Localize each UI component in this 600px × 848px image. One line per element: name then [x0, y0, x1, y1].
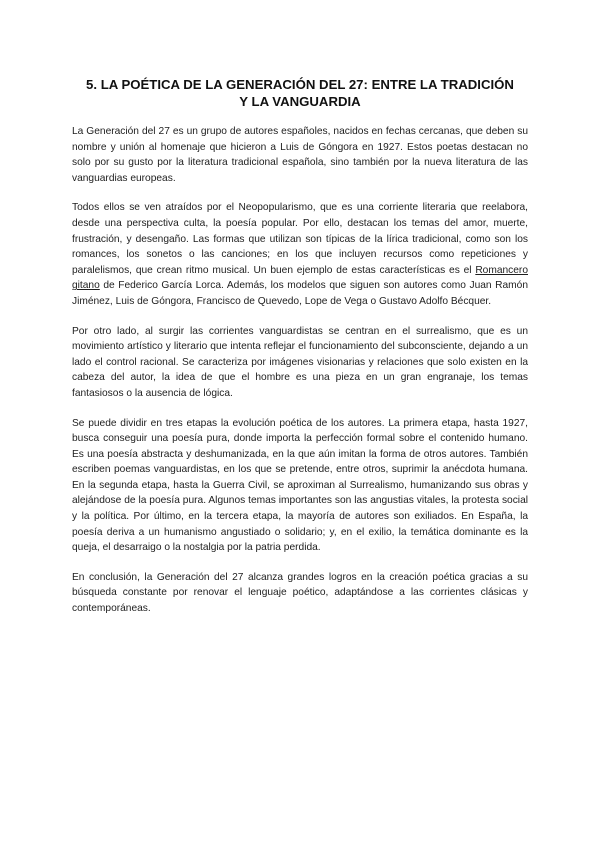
paragraph-neopopularismo-text-before: Todos ellos se ven atraídos por el Neopopularismo, que es una corriente literaria que reelabora, desde una perspectiva culta, la poesía popular. Por ello, destacan los temas del amor, muerte, frustración, y desengaño. Las formas que utilizan son típicas de la lírica tradicional, como son los romances, los sonetos o las canciones; en los que incluyen recursos como repeticiones y paralelismos, que crean ritmo musical. Un buen ejemplo de estas características es el: [72, 202, 528, 276]
paragraph-surrealismo: Por otro lado, al surgir las corrientes vanguardistas se centran en el surrealismo, que es un movimiento artístico y literario que intenta reflejar el funcionamiento del subconsciente, dejando a un lado el control racional. Se caracteriza por imágenes visionarias y relaciones que solo existen en la cabeza del autor, la idea de que el hombre es una pieza en un gran engranaje, los temas fantasiosos o la ausencia de lógica.: [72, 325, 528, 399]
romancero-gitano-title: Romancero gitano: [72, 264, 528, 292]
paragraph-etapas: Se puede dividir en tres etapas la evolución poética de los autores. La primera etapa, hasta 1927, busca conseguir una poesía pura, donde importa la perfección formal sobre el contenido humano. Es una poesía abstracta y deshumanizada, en la que aún imitan la forma de otros autores. También escriben poemas vanguardistas, en los que se pretende, entre otros, suprimir la anécdota humana. En la segunda etapa, hasta la Guerra Civil, se aproximan al Surrealismo, humanizando sus obras y alejándose de la poesía pura. Algunos temas importantes son las angustias vitales, la protesta social y la política. Por último, en la tercera etapa, la mayoría de autores son exiliados. En España, la poesía deriva a un humanismo angustiado o solidario; y, en el exilio, la temática dominante es la queja, el desarraigo o la nostalgia por la patria perdida.: [72, 417, 528, 554]
paragraph-neopopularismo-text-after: de Federico García Lorca. Además, los modelos que siguen son autores como Juan Ramón Jiménez, Luis de Góngora, Francisco de Quevedo, Lope de Vega o Gustavo Adolfo Bécquer.: [72, 280, 528, 307]
paragraph-conclusion: En conclusión, la Generación del 27 alcanza grandes logros en la creación poética gracias a su búsqueda constante por renovar el lenguaje poético, adaptándose a las corrientes clásicas y contemporáneas.: [72, 571, 528, 615]
paragraph-neopopularismo: [72, 200, 528, 309]
paragraph-introduction: La Generación del 27 es un grupo de autores españoles, nacidos en fechas cercanas, que deben su nombre y unión al homenaje que hicieron a Luis de Góngora en 1927. Estos poetas destacan no solo por su gusto por la literatura tradicional española, sino también por la nueva literatura de las vanguardias europeas.: [72, 126, 528, 184]
document-title: 5. LA POÉTICA DE LA GENERACIÓN DEL 27: ENTRE LA TRADICIÓN Y LA VANGUARDIA: [86, 77, 514, 109]
